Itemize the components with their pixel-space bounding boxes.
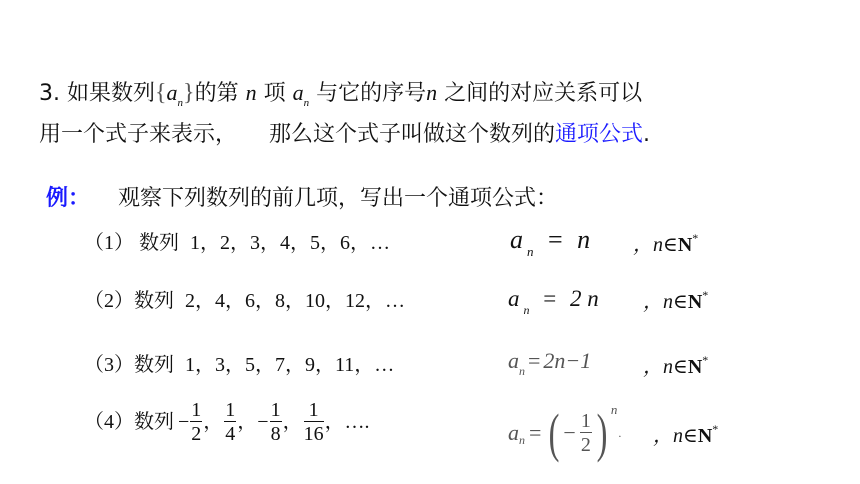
star-superscript: * <box>702 288 709 302</box>
term-separator: ， <box>282 411 303 433</box>
fraction <box>270 399 282 446</box>
natural-numbers-symbol: N <box>677 234 693 256</box>
item-1-sequence <box>84 228 390 258</box>
item-4-domain <box>653 421 718 453</box>
fraction-denominator: 8 <box>270 422 281 445</box>
fraction-term <box>303 399 370 446</box>
item-4-sequence <box>84 392 370 452</box>
formula-equals: = <box>548 225 563 254</box>
fraction-denominator: 16 <box>303 422 324 445</box>
natural-numbers-symbol: N <box>687 356 703 378</box>
definition-text: 之间的对应关系可以 <box>444 81 643 106</box>
fraction-numerator: 1 <box>580 409 591 432</box>
formula-subscript: n <box>527 244 534 259</box>
formula-equals: = <box>529 420 542 445</box>
star-superscript: * <box>692 231 699 245</box>
paren-open: ( <box>549 403 560 463</box>
item-index: （2） <box>84 290 134 312</box>
fraction-term <box>257 399 302 446</box>
domain-prefix: ，n∈ <box>643 356 688 378</box>
sequence-terms: 2，4，6，8，10，12，… <box>185 290 405 312</box>
term-separator: ， <box>237 411 258 433</box>
item-index: （4） <box>84 411 134 433</box>
formula-minus: − <box>563 420 576 445</box>
fraction-numerator: 1 <box>225 398 236 421</box>
fraction <box>224 399 236 446</box>
fraction-denominator: 2 <box>191 422 202 445</box>
formula-rhs: n <box>577 225 591 254</box>
term-sign: − <box>257 411 269 433</box>
paren-close: ) <box>596 403 608 463</box>
fraction-numerator: 1 <box>308 398 319 421</box>
definition-line-2 <box>39 120 650 150</box>
fraction-term <box>223 399 257 446</box>
set-brace-close: } <box>183 80 195 106</box>
term-separator: ，…. <box>324 411 370 433</box>
item-1-domain <box>633 230 698 262</box>
formula-exponent: n <box>610 402 618 417</box>
variable-n: n <box>426 80 438 105</box>
term-symbol-a: a <box>292 80 304 105</box>
formula-a: a <box>508 420 519 445</box>
formula-subscript: n <box>519 364 525 378</box>
period: . <box>643 122 651 147</box>
star-superscript: * <box>702 353 709 367</box>
item-2-formula <box>508 283 599 318</box>
formula-rhs: 2n−1 <box>543 348 592 373</box>
definition-text: 与它的序号 <box>316 81 427 106</box>
formula-subscript: n <box>519 432 525 447</box>
term-separator: ， <box>203 411 224 433</box>
item-word: 数列 <box>134 290 174 312</box>
formula-equals: = <box>528 348 541 373</box>
definition-text: 用一个式子来表示， <box>39 122 238 147</box>
variable-n: n <box>245 80 257 105</box>
sequence-symbol-a: a <box>166 80 178 105</box>
example-instruction: 观察下列数列的前几项，写出一个通项公式： <box>118 186 559 211</box>
formula-dot: . <box>618 425 622 440</box>
fraction-denominator: 4 <box>225 422 236 445</box>
term-sign: − <box>178 411 190 433</box>
star-superscript: * <box>712 422 719 436</box>
formula-fraction <box>580 410 592 457</box>
general-term-formula-highlight: 通项公式 <box>555 122 644 147</box>
definition-text: 那么这个式子叫做这个数列的 <box>269 122 556 147</box>
sequence-terms: 1，3，5，7，9，11，… <box>185 354 395 376</box>
item-index: （1） <box>84 232 134 254</box>
domain-prefix: ，n∈ <box>633 234 678 256</box>
formula-subscript: n <box>523 303 530 317</box>
definition-line-1 <box>39 78 642 112</box>
item-3-formula <box>508 345 591 380</box>
definition-text: 项 <box>263 81 286 106</box>
sequence-terms: 1，2，3，4，5，6，… <box>190 232 390 254</box>
fraction <box>190 399 202 446</box>
set-brace-open: { <box>155 80 167 106</box>
term-subscript-n: n <box>303 97 310 109</box>
formula-a: a <box>508 348 519 373</box>
example-label: 例： <box>46 186 91 211</box>
domain-prefix: ，n∈ <box>653 425 698 447</box>
fraction-numerator: 1 <box>191 398 202 421</box>
item-2-domain <box>643 287 708 319</box>
natural-numbers-symbol: N <box>697 425 713 447</box>
definition-number: 3. <box>39 81 60 106</box>
item-4-formula <box>508 398 621 468</box>
domain-prefix: ，n∈ <box>643 291 688 313</box>
fraction-numerator: 1 <box>270 398 281 421</box>
item-3-domain <box>643 352 708 384</box>
item-3-sequence <box>84 350 394 380</box>
definition-text: 如果数列 <box>67 81 156 106</box>
definition-text: 的第 <box>194 81 239 106</box>
formula-a: a <box>508 286 520 311</box>
fraction-denominator: 2 <box>580 433 591 456</box>
item-word: 数列 <box>139 232 179 254</box>
item-2-sequence <box>84 286 405 316</box>
natural-numbers-symbol: N <box>687 291 703 313</box>
item-word: 数列 <box>134 411 174 433</box>
item-word: 数列 <box>134 354 174 376</box>
fraction <box>304 399 324 446</box>
fraction-term <box>178 399 223 446</box>
example-header <box>46 184 558 214</box>
formula-rhs: 2 n <box>569 286 599 311</box>
item-1-formula <box>510 222 590 262</box>
formula-a: a <box>510 225 523 254</box>
sequence-subscript-n: n <box>177 97 184 109</box>
item-index: （3） <box>84 354 134 376</box>
formula-equals: = <box>543 286 557 311</box>
